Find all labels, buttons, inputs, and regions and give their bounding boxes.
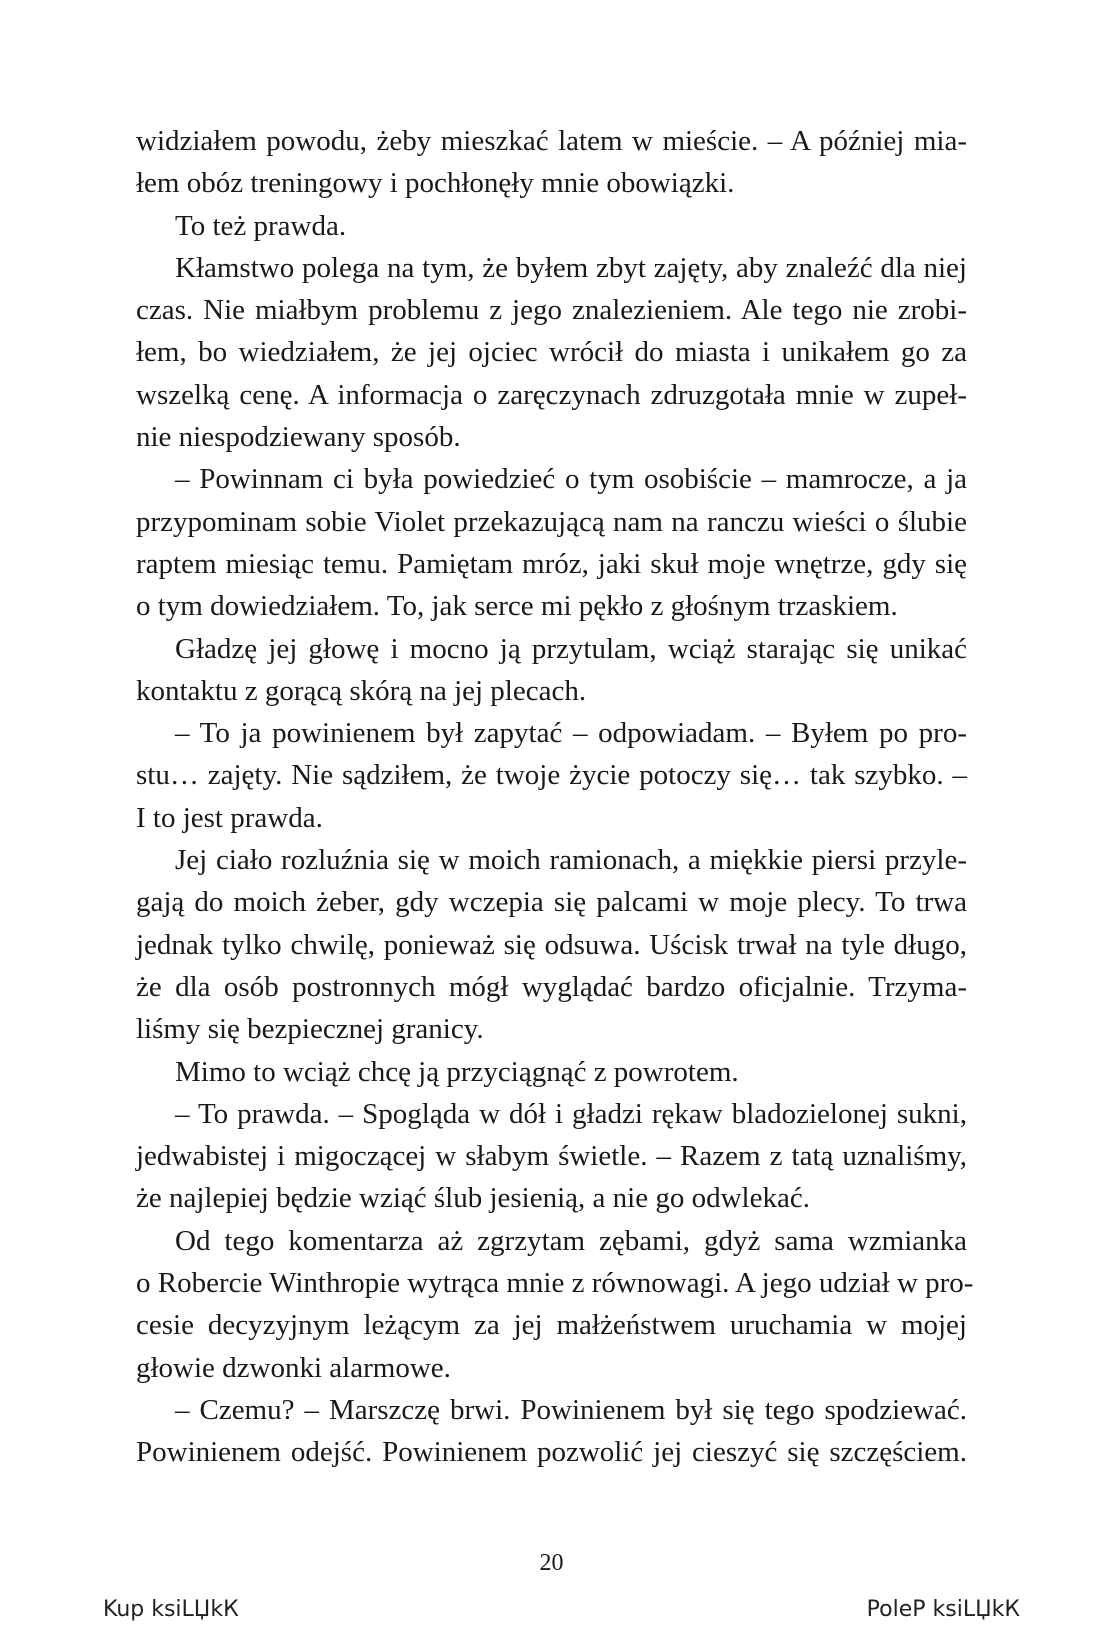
text-line: że dla osób postronnych mógł wyglądać bardzo oficjalnie. Trzyma- — [136, 970, 967, 1003]
recommend-book-link[interactable]: PoleP ksiLЏkК — [866, 1597, 1020, 1622]
text-line: czas. Nie miałbym problemu z jego znalezieniem. Ale tego nie zrobi- — [136, 294, 967, 327]
text-line: łem, bo wiedziałem, że jej ojciec wrócił do miasta i unikałem go za — [136, 336, 967, 369]
text-line: – Czemu? – Marszczę brwi. Powinienem był się tego spodziewać. — [175, 1393, 967, 1426]
text-line: raptem miesiąc temu. Pamiętam mróz, jaki skuł moje wnętrze, gdy się — [136, 547, 967, 580]
text-line: przypominam sobie Violet przekazującą nam na ranczu wieści o ślubie — [136, 505, 967, 538]
text-line: Gładzę jej głowę i mocno ją przytulam, wciąż starając się unikać — [175, 632, 967, 665]
text-line: Powinienem odejść. Powinienem pozwolić jej cieszyć się szczęściem. — [136, 1436, 967, 1469]
text-line: – To ja powinienem był zapytać – odpowiadam. – Byłem po pro- — [175, 717, 967, 750]
text-line: kontaktu z gorącą skórą na jej plecach. — [136, 674, 587, 707]
text-line: jednak tylko chwilę, ponieważ się odsuwa. Uścisk trwał na tyle długo, — [136, 928, 967, 961]
text-body — [136, 120, 974, 1474]
buy-book-link[interactable]: Kup ksiLЏkК — [103, 1597, 239, 1622]
text-line: Od tego komentarza aż zgrzytam zębami, gdyż sama wzmianka — [175, 1224, 967, 1257]
text-line: o Robercie Winthropie wytrąca mnie z równowagi. A jego udział w pro- — [136, 1267, 974, 1300]
text-line: liśmy się bezpiecznej granicy. — [136, 1013, 484, 1046]
text-line: – To prawda. – Spogląda w dół i gładzi rękaw bladozielonej sukni, — [175, 1097, 967, 1130]
text-line: jedwabistej i migoczącej w słabym świetle. – Razem z tatą uznaliśmy, — [136, 1140, 967, 1173]
text-line: stu… zajęty. Nie sądziłem, że twoje życie potoczy się… tak szybko. – — [136, 759, 967, 792]
text-line: Jej ciało rozluźnia się w moich ramionach, a miękkie piersi przyle- — [175, 844, 967, 877]
text-line: o tym dowiedziałem. To, jak serce mi pękło z głośnym trzaskiem. — [136, 590, 898, 623]
text-line: cesie decyzyjnym leżącym za jej małżeństwem uruchamia w mojej — [136, 1309, 967, 1342]
text-line: gają do moich żeber, gdy wczepia się palcami w moje plecy. To trwa — [136, 886, 967, 919]
text-line: widziałem powodu, żeby mieszkać latem w mieście. – A później mia- — [136, 125, 967, 157]
text-line: wszelką cenę. A informacja o zaręczynach zdruzgotała mnie w zupeł- — [136, 378, 967, 411]
text-line: nie niespodziewany sposób. — [136, 421, 461, 454]
text-line: – Powinnam ci była powiedzieć o tym osobiście – mamrocze, a ja — [175, 463, 967, 496]
text-line: I to jest prawda. — [136, 801, 323, 834]
text-line: że najlepiej będzie wziąć ślub jesienią, a nie go odwlekać. — [136, 1182, 810, 1215]
text-line: Kłamstwo polega na tym, że byłem zbyt zajęty, aby znaleźć dla niej — [175, 251, 967, 284]
text-line: To też prawda. — [175, 209, 347, 242]
text-line: Mimo to wciąż chcę ją przyciągnąć z powrotem. — [175, 1055, 739, 1088]
text-line: głowie dzwonki alarmowe. — [136, 1351, 451, 1384]
text-line: łem obóz treningowy i pochłonęły mnie obowiązki. — [136, 167, 735, 200]
page-number: 20 — [539, 1550, 564, 1576]
